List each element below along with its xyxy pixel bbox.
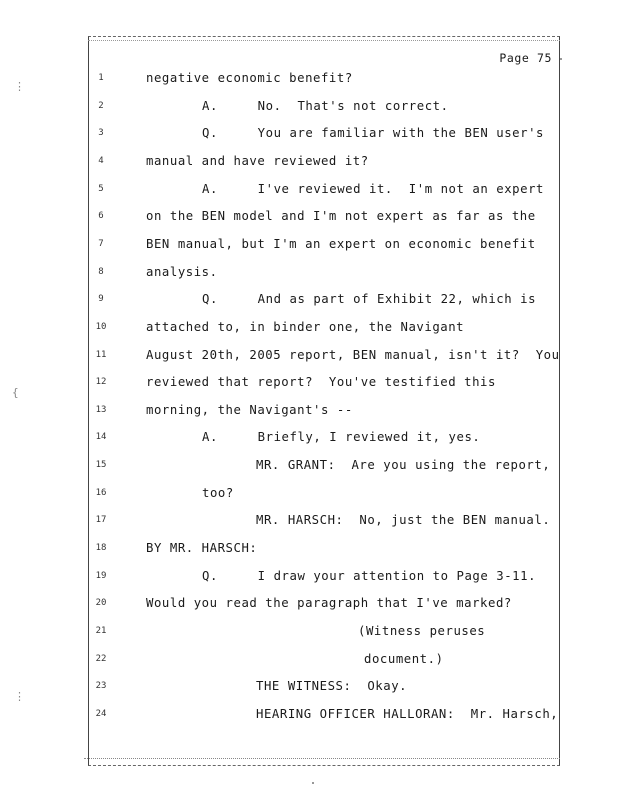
line-number: 1 [98,73,104,83]
line-text: MR. HARSCH: No, just the BEN manual. [256,513,551,528]
line-number: 3 [98,128,104,139]
line-number: 6 [98,211,104,222]
margin-scan-mark: ⋮ [14,690,25,703]
transcript-line [0,430,618,450]
line-text: Q. And as part of Exhibit 22, which is [202,292,537,307]
line-text: Q. I draw your attention to Page 3-11. [202,568,537,583]
line-number: 19 [95,570,107,581]
transcript-line [0,71,618,91]
line-number: 20 [95,598,107,609]
line-number: 11 [95,349,107,360]
transcript-line [0,569,618,589]
line-number: 18 [95,543,107,554]
transcript-line [0,679,618,699]
transcript-line [0,541,618,561]
transcript-line [0,652,618,672]
line-text: August 20th, 2005 report, BEN manual, isn't it? You [146,347,560,362]
line-number: 13 [95,404,107,415]
line-number: 7 [98,238,104,249]
line-number: 5 [98,183,104,194]
transcript-line [0,375,618,395]
transcript-line [0,707,618,727]
line-text: negative economic benefit? [146,71,353,85]
line-text: A. I've reviewed it. I'm not an expert [202,181,544,196]
transcript-line [0,596,618,616]
line-text: BEN manual, but I'm an expert on economic benefit [146,236,536,251]
line-number: 10 [95,321,107,332]
line-number: 16 [95,487,107,498]
transcript-line [0,403,618,423]
line-number: 21 [95,626,107,636]
transcript-line [0,265,618,285]
line-number: 17 [95,515,107,526]
line-text: analysis. [146,264,218,279]
transcript-line [0,126,618,146]
line-text: (Witness peruses [358,624,486,638]
line-text: attached to, in binder one, the Navigant [146,319,465,334]
scan-speck [312,782,314,784]
line-text: MR. GRANT: Are you using the report, [256,458,551,473]
line-number: 22 [95,653,107,664]
scan-speck [560,58,562,60]
line-number: 24 [95,708,107,719]
transcript-line [0,458,618,478]
page-number: Page 75 [499,51,552,65]
line-number: 15 [95,460,107,471]
transcript-line [0,154,618,174]
line-text: Q. You are familiar with the BEN user's [202,126,544,141]
line-text: A. Briefly, I reviewed it, yes. [202,430,481,445]
line-number: 14 [95,432,107,443]
line-text: THE WITNESS: Okay. [256,679,408,694]
line-text: manual and have reviewed it? [146,153,369,168]
line-text: reviewed that report? You've testified this [146,375,496,390]
transcript-line [0,237,618,257]
transcript-line [0,209,618,229]
transcript-line [0,348,618,368]
transcript-line [0,320,618,340]
top-rule [88,40,560,41]
line-number: 9 [98,294,104,305]
margin-scan-mark: ⋮ [14,80,25,93]
line-number: 23 [95,681,107,692]
line-text: morning, the Navigant's -- [146,402,353,417]
line-number: 8 [98,266,104,277]
transcript-line [0,486,618,506]
line-text: document.) [364,651,444,666]
line-text: on the BEN model and I'm not expert as far as the [146,209,536,224]
line-number: 4 [98,155,104,166]
line-text: A. No. That's not correct. [202,98,449,113]
transcript-line [0,182,618,202]
line-text: Would you read the paragraph that I've marked? [146,596,512,611]
transcript-line [0,513,618,533]
transcript-line [0,292,618,312]
margin-scan-mark: { [12,386,19,399]
line-text: too? [202,485,234,500]
line-number: 2 [98,100,104,111]
line-text: BY MR. HARSCH: [146,541,258,556]
line-number: 12 [95,377,107,388]
transcript-line [0,99,618,119]
line-text: HEARING OFFICER HALLORAN: Mr. Harsch, [256,706,559,721]
bottom-rule [84,758,560,759]
transcript-line [0,624,618,644]
